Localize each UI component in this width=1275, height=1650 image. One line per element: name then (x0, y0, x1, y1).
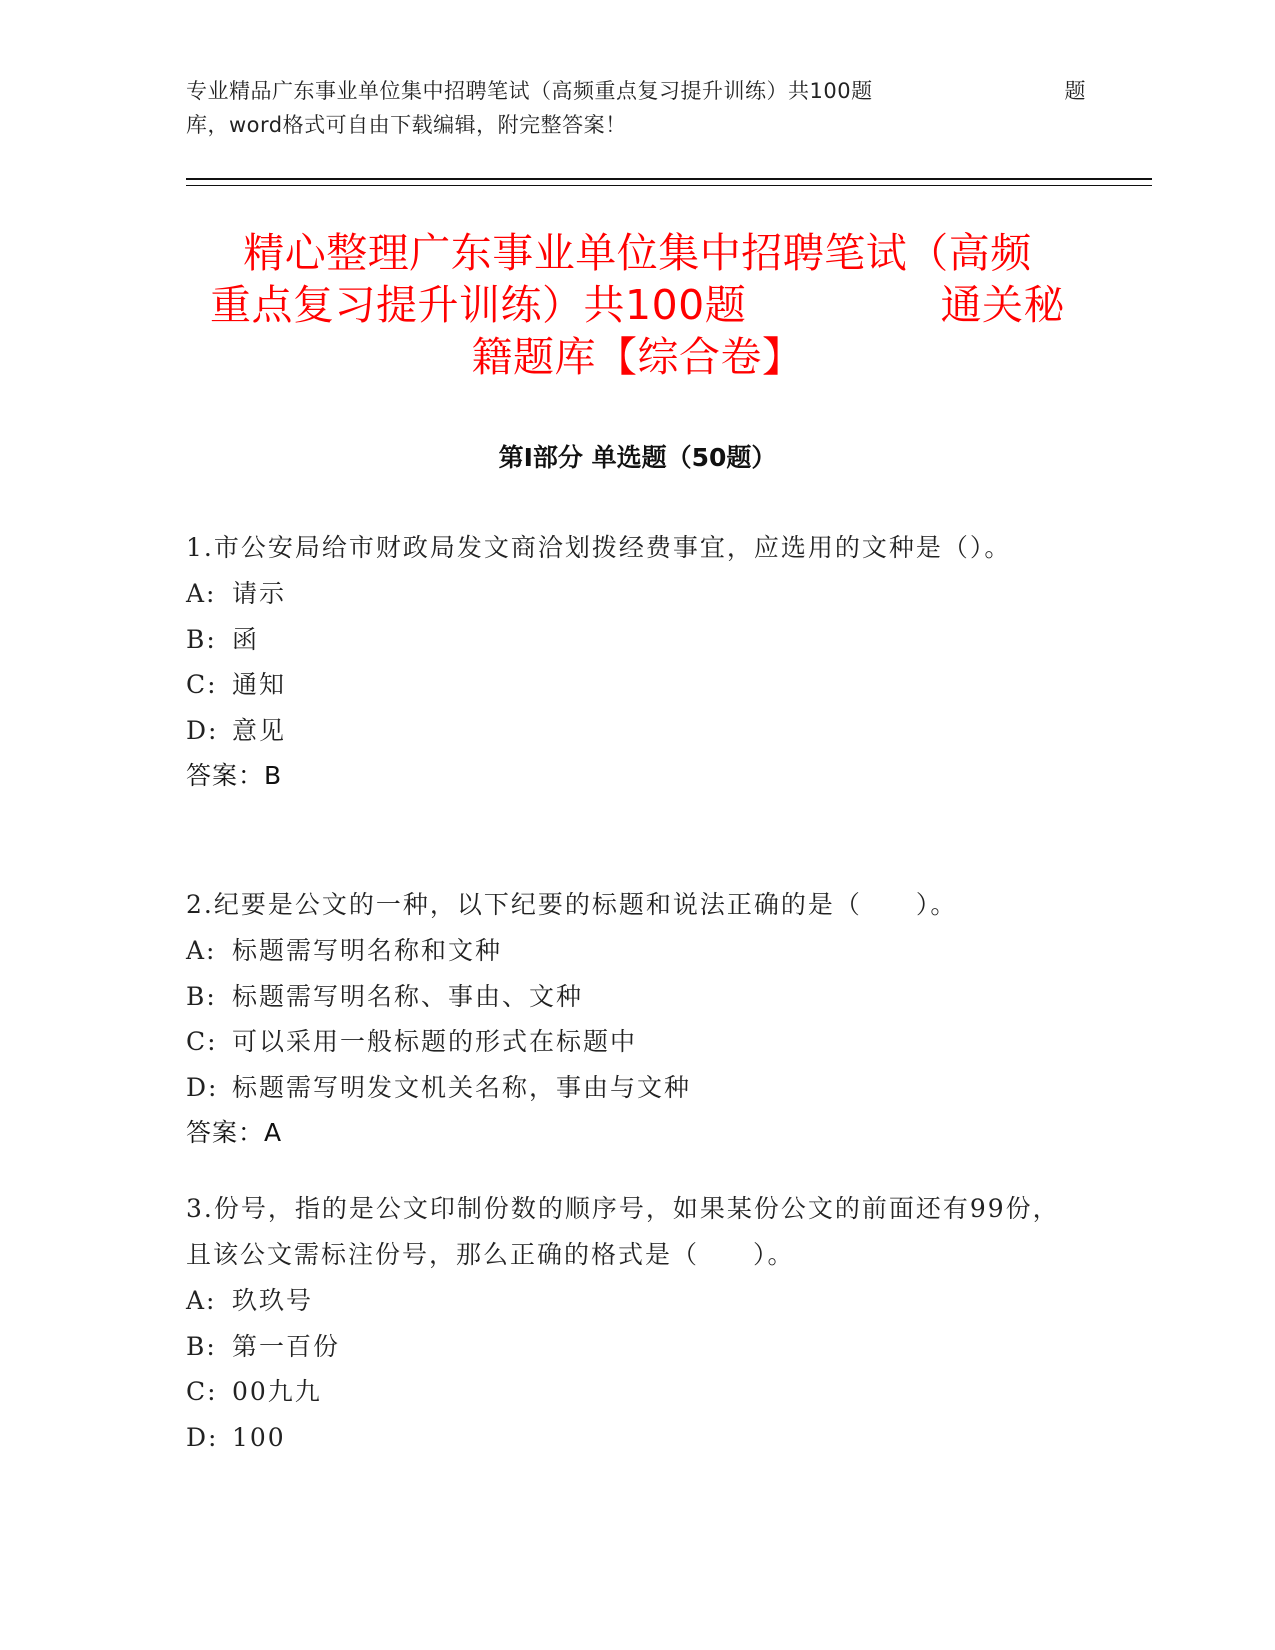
option-label: B: (186, 981, 217, 1011)
title-line-2-right: 通关秘 (940, 281, 1065, 329)
question-stem: 1.市公安局给市财政局发文商洽划拨经费事宜，应选用的文种是（）。 (186, 533, 1012, 562)
option-text: 请示 (232, 579, 287, 608)
option-text: 标题需写明名称、事由、文种 (232, 981, 584, 1011)
option-b (186, 617, 1066, 663)
option-label: C: (186, 1027, 218, 1056)
question-stem: 3.份号，指的是公文印制份数的顺序号，如果某份公文的前面还有99份，且该公文需标注份号，那么正确的格式是（ ）。 (186, 1194, 1060, 1269)
header-line-2: 库，word格式可自由下载编辑，附完整答案！ (186, 113, 627, 137)
header-line-1-text: 专业精品广东事业单位集中招聘笔试（高频重点复习提升训练）共100题 (186, 79, 873, 103)
option-c (186, 1369, 1066, 1415)
option-text: 可以采用一般标题的形式在标题中 (232, 1027, 638, 1056)
option-b (186, 1324, 1066, 1370)
option-a (186, 928, 1066, 974)
option-label: C: (186, 1377, 218, 1406)
header-rule-thick (186, 178, 1152, 180)
option-c (186, 1019, 1066, 1065)
option-text: 意见 (232, 715, 287, 745)
option-label: D: (186, 1422, 219, 1452)
page-header (186, 74, 1086, 142)
option-label: D: (186, 1072, 219, 1102)
option-d (186, 1065, 1066, 1111)
question-1 (186, 525, 1066, 799)
option-text: 标题需写明名称和文种 (232, 936, 503, 965)
title-line-2 (210, 279, 1065, 331)
question-3 (186, 1186, 1066, 1460)
header-line-1 (186, 74, 1086, 108)
question-2 (186, 882, 1066, 1156)
option-text: 100 (232, 1422, 286, 1452)
option-label: A: (186, 936, 217, 965)
option-label: A: (186, 1286, 217, 1315)
option-d (186, 1415, 1066, 1461)
header-line-1-tail: 题 (1064, 79, 1086, 103)
option-d (186, 708, 1066, 754)
option-b (186, 974, 1066, 1020)
answer: 答案：A (186, 1118, 283, 1147)
document-title (150, 227, 1125, 383)
option-text: 玖玖号 (232, 1286, 314, 1315)
option-text: 通知 (232, 670, 287, 699)
option-text: 标题需写明发文机关名称，事由与文种 (232, 1072, 692, 1102)
option-a (186, 571, 1066, 617)
title-line-2-left: 重点复习提升训练）共100题 (210, 281, 747, 329)
option-text: 函 (232, 624, 260, 654)
title-line-3: 籍题库【综合卷】 (471, 333, 804, 381)
option-label: A: (186, 579, 217, 608)
section-heading: 第Ⅰ部分 单选题（50题） (498, 443, 777, 472)
option-a (186, 1278, 1066, 1324)
option-label: B: (186, 1331, 217, 1361)
option-text: 第一百份 (232, 1331, 341, 1361)
answer: 答案：B (186, 761, 283, 790)
option-text: 00九九 (232, 1377, 322, 1406)
option-c (186, 662, 1066, 708)
option-label: B: (186, 624, 217, 654)
question-stem: 2.纪要是公文的一种，以下纪要的标题和说法正确的是（ ）。 (186, 890, 958, 919)
title-line-1: 精心整理广东事业单位集中招聘笔试（高频 (243, 229, 1032, 277)
option-label: D: (186, 715, 219, 745)
option-label: C: (186, 670, 218, 699)
header-rule-thin (186, 185, 1152, 186)
